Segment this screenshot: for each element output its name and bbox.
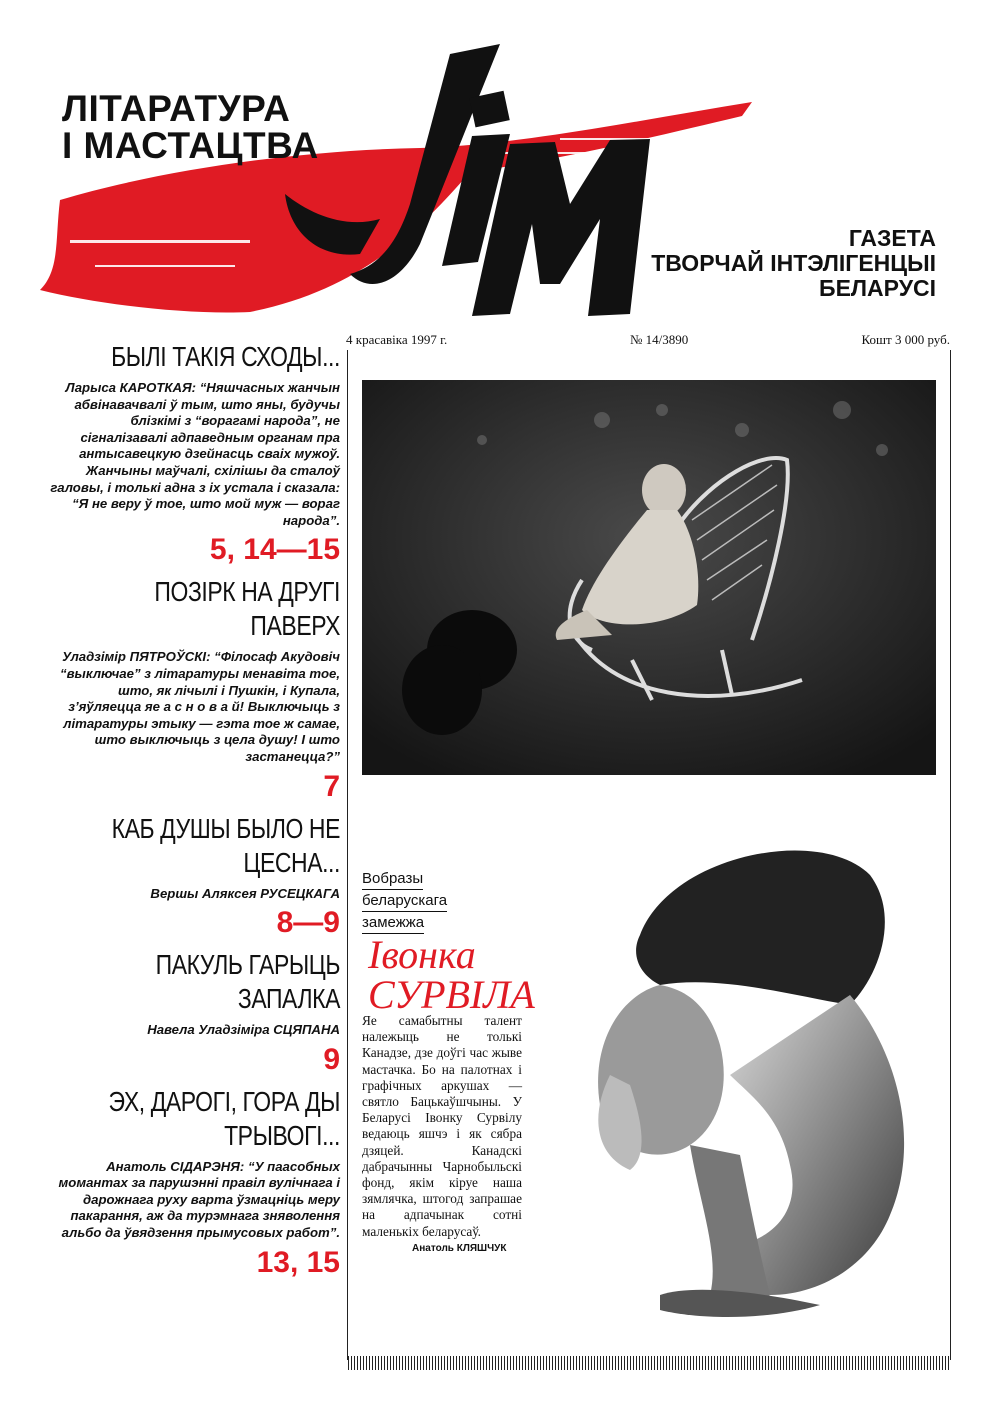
contents-entry[interactable] [50,812,340,941]
contents-column [50,340,340,1288]
contents-entry[interactable] [50,340,340,567]
artist-last-name: СУРВІЛА [368,972,535,1017]
rubric-line1: Вобразы [362,868,423,890]
entry-title: ПАКУЛЬ ГАРЫЦЬ ЗАПАЛКА [155,949,340,1015]
entry-text: Навела Уладзіміра СЦЯПАНА [147,1022,340,1038]
subtitle-line1: ГАЗЕТА [848,225,936,251]
masthead-subtitle [651,226,936,301]
rubric-line2: беларускага [362,890,447,912]
feature-rubric [362,868,447,934]
artist-name [368,932,535,1017]
contents-entry[interactable] [50,1085,340,1280]
masthead-title-line2: І МАСТАЦТВА [62,125,319,166]
photo-girl-rocking-chair [362,380,936,775]
entry-pages: 5, 14—15 [209,533,340,567]
entry-pages: 7 [323,769,340,803]
feature-body: Яе самабытны талент належыць не толькі Канадзе, дзе доўгі час жыве мастачка. Бо на палотнах і графічных аркушах — святло Бацькаўшчыны. У Беларусі Івонку Сурвілу ведаюць яшчэ і як сябра дзяцей. Канадскі дабрачынны Чарнобыльскі фонд, якім кіруе наша зямлячка, штогод запрашае на адпачынак сотні маленькіх беларусаў. [362,1013,522,1239]
entry-title: БЫЛІ ТАКІЯ СХОДЫ... [111,341,340,372]
entry-text: Уладзімір ПЯТРОЎСКІ: “Філосаф Акудовіч “выключае” з літаратуры менавіта тое, што, як лічылі і Пушкін, і Купала, з’яўляецца яе а с н о в а й! Выключыць з літаратуры этыку — гэта тое ж самае, што выключыць з цела душу! І што застанецца?” [60,649,340,764]
entry-pages: 13, 15 [256,1245,340,1279]
masthead-title [62,90,319,164]
entry-pages: 8—9 [276,906,340,940]
issue-number: № 14/3890 [630,332,689,347]
entry-title: ЭХ, ДАРОГІ, ГОРА ДЫ ТРЫВОГІ... [108,1085,341,1151]
entry-text: Ларыса КАРОТКАЯ: “Няшчасных жанчын абвінавачвалі ў тым, што яны, будучы блізкімі з “ворагамі народа”, не сігналізавалі адпаведным органам пра антысавецкую дзейнасць сваіх мужоў. Жанчыны маўчалі, схілішы да сталоў галовы, і толькі адна з іх устала і сказала: “Я не веру ў тое, што мой муж — вораг народа”. [50,380,340,528]
feature-byline: Анатоль КЛЯШЧУК [412,1243,507,1254]
bottom-pattern-strip [348,1356,950,1370]
entry-pages: 9 [323,1042,340,1076]
issue-date: 4 красавіка 1997 г. [346,332,448,347]
entry-text: Анатоль СІДАРЭНЯ: “У паасобных момантах за парушэнні правіл вулічнага і дарожнага руху варта ўзмацніць меру пакарання, аж да турэмнага зняволення альбо да ўвядзення прымусовых работ”. [58,1158,340,1241]
contents-entry[interactable] [50,575,340,803]
entry-title: КАБ ДУШЫ БЫЛО НЕ ЦЕСНА... [111,812,340,878]
subtitle-line2: ТВОРЧАЙ ІНТЭЛІГЕНЦЫІ [651,250,936,276]
entry-text: Вершы Аляксея РУСЕЦКАГА [150,885,340,901]
artist-first-name: Івонка [368,932,476,977]
photo-sculpture-figure [520,825,940,1335]
entry-title: ПОЗІРК НА ДРУГІ ПАВЕРХ [154,576,340,642]
contents-entry[interactable] [50,948,340,1077]
issue-price: Кошт 3 000 руб. [861,332,950,347]
masthead-title-line1: ЛІТАРАТУРА [62,88,291,129]
subtitle-line3: БЕЛАРУСІ [819,275,936,301]
rubric-line3: замежжа [362,912,424,934]
